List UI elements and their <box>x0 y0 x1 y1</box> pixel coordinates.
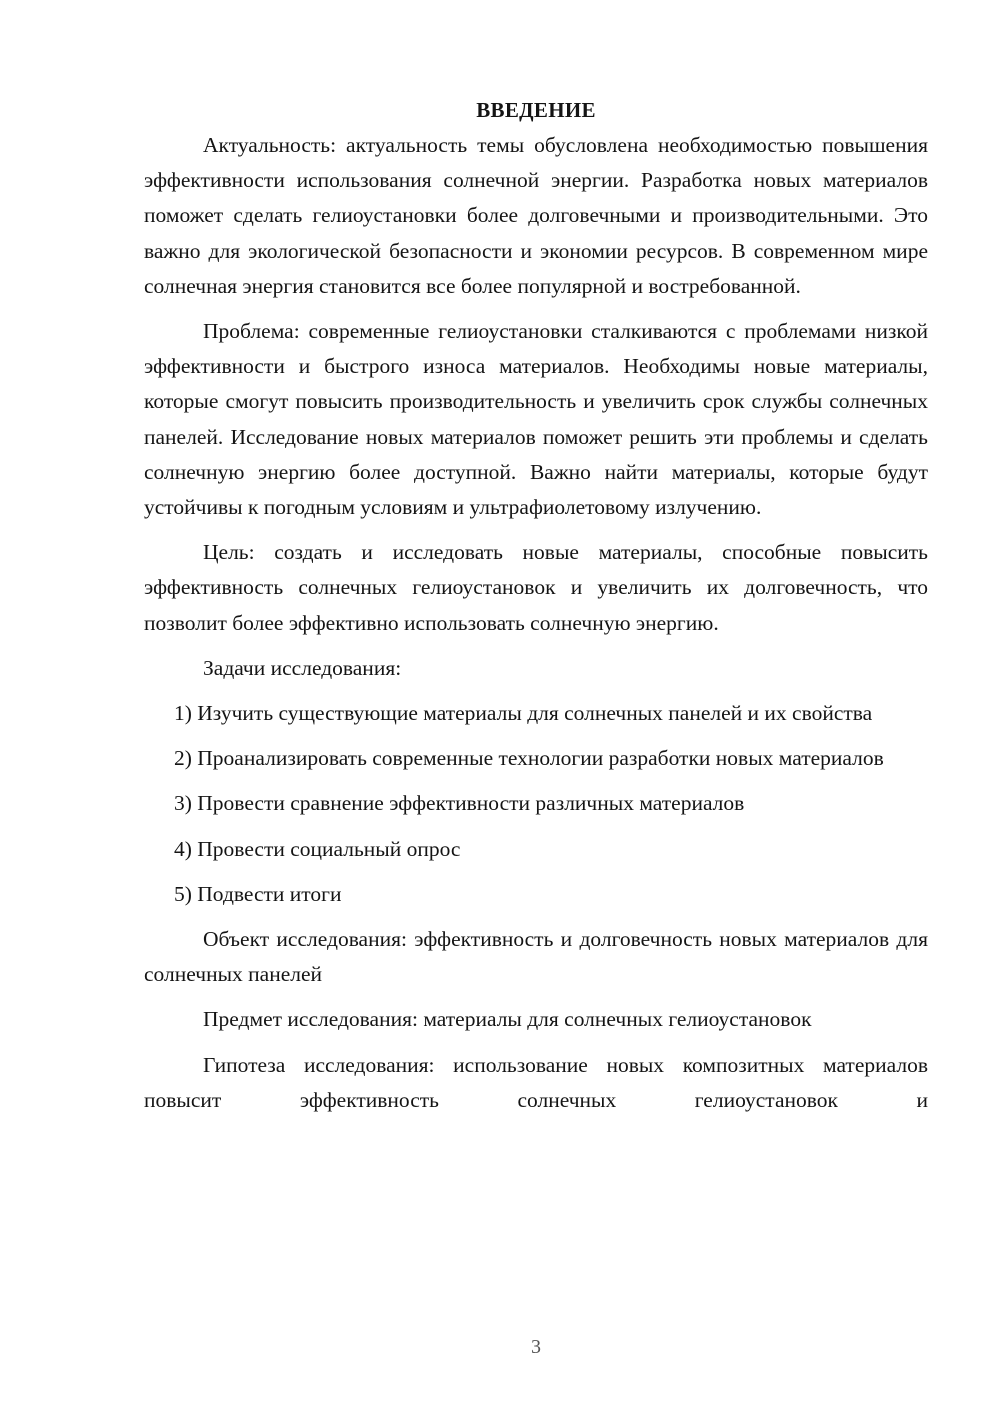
paragraph-object: Объект исследования: эффективность и долговечность новых материалов для солнечных панелей <box>144 927 928 987</box>
tasks-list <box>144 696 928 912</box>
paragraph-hypothesis: Гипотеза исследования: использование новых композитных материалов повысит эффективность солнечных гелиоустановок и <box>144 1052 928 1112</box>
page-number: 3 <box>531 1336 541 1358</box>
list-item: 5) Подвести итоги <box>174 881 342 906</box>
page-content <box>144 95 928 1128</box>
list-item: 2) Проанализировать современные технологии разработки новых материалов <box>174 746 884 771</box>
list-item: 1) Изучить существующие материалы для солнечных панелей и их свойства <box>174 701 873 726</box>
page-title: ВВЕДЕНИЕ <box>476 98 596 122</box>
paragraph-subject: Предмет исследования: материалы для солнечных гелиоустановок <box>203 1007 812 1032</box>
paragraph-goal: Цель: создать и исследовать новые материалы, способные повысить эффективность солнечных гелиоустановок и увеличить их долговечность, что позволит более эффективно использовать солнечную энергию. <box>144 540 928 635</box>
paragraph-problem: Проблема: современные гелиоустановки сталкиваются с проблемами низкой эффективности и быстрого износа материалов. Необходимы новые материалы, которые смогут повысить производительность и увеличить срок службы солнечных панелей. Исследование новых материалов поможет решить эти проблемы и сделать солнечную энергию более доступной. Важно найти материалы, которые будут устойчивы к погодным условиям и ультрафиолетовому излучению. <box>144 319 928 520</box>
list-item: 3) Провести сравнение эффективности различных материалов <box>174 791 745 816</box>
paragraph-relevance: Актуальность: актуальность темы обусловлена необходимостью повышения эффективности использования солнечной энергии. Разработка новых материалов поможет сделать гелиоустановки более долговечными и производительными. Это важно для экологической безопасности и экономии ресурсов. В современном мире солнечная энергия становится все более популярной и востребованной. <box>144 133 928 298</box>
tasks-heading: Задачи исследования: <box>203 655 402 680</box>
list-item: 4) Провести социальный опрос <box>174 836 461 861</box>
